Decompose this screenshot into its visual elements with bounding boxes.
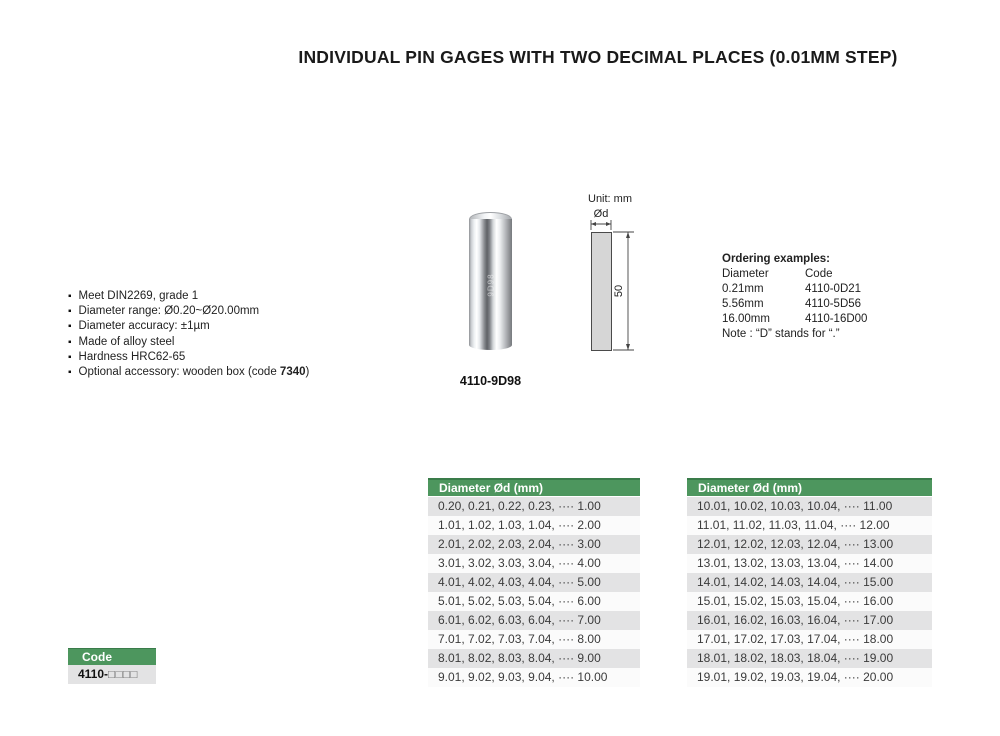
table-row: 7.01, 7.02, 7.03, 7.04, ···· 8.00 <box>428 630 640 649</box>
ordering-table <box>722 267 867 327</box>
ordering-cell: 4110-5D56 <box>805 298 862 310</box>
table-row: 10.01, 10.02, 10.03, 10.04, ···· 11.00 <box>687 497 932 516</box>
diameter-table-2 <box>687 478 932 687</box>
arrow-right-icon <box>606 222 611 226</box>
ordering-cell: 0.21mm <box>722 283 764 295</box>
feature-text: Optional accessory: wooden box (code 7340) <box>78 366 310 379</box>
table-row: 5.01, 5.02, 5.03, 5.04, ···· 6.00 <box>428 592 640 611</box>
table-row: 0.20, 0.21, 0.22, 0.23, ···· 1.00 <box>428 497 640 516</box>
ordering-cell: 16.00mm <box>722 313 770 325</box>
code-digit-placeholders: □□□□ <box>108 669 138 681</box>
code-box-value: 4110-□□□□ <box>68 665 156 684</box>
table-row: 16.01, 16.02, 16.03, 16.04, ···· 17.00 <box>687 611 932 630</box>
bullet-square-icon: ▪ <box>68 351 72 363</box>
table-row: 2.01, 2.02, 2.03, 2.04, ···· 3.00 <box>428 535 640 554</box>
ordering-examples <box>722 252 867 342</box>
feature-item <box>68 335 309 350</box>
code-box <box>68 648 156 684</box>
ordering-heading: Ordering examples: <box>722 253 831 265</box>
table-row: 15.01, 15.02, 15.03, 15.04, ···· 16.00 <box>687 592 932 611</box>
table-row: 17.01, 17.02, 17.03, 17.04, ···· 18.00 <box>687 630 932 649</box>
arrow-up-icon <box>626 232 630 238</box>
pin-engraving: 9D98 <box>486 272 495 297</box>
dimension-drawing <box>578 204 640 358</box>
feature-item <box>68 289 309 304</box>
pin-gage-photo <box>469 219 512 350</box>
table-row: 12.01, 12.02, 12.03, 12.04, ···· 13.00 <box>687 535 932 554</box>
unit-label: Unit: mm <box>588 193 632 205</box>
ordering-col-header: Diameter <box>722 268 769 280</box>
code-box-header: Code <box>68 648 156 665</box>
ordering-col-header: Code <box>805 268 833 280</box>
product-code-label: 4110-9D98 <box>459 374 522 388</box>
feature-text: Made of alloy steel <box>78 335 175 348</box>
ordering-cell: 4110-16D00 <box>805 313 868 325</box>
length-dim-label: 50 <box>613 284 625 298</box>
diameter-dim-label: Ød <box>593 208 609 220</box>
table-row: 14.01, 14.02, 14.03, 14.04, ···· 15.00 <box>687 573 932 592</box>
table-header: Diameter Ød (mm) <box>428 478 640 497</box>
feature-list <box>68 289 309 380</box>
bullet-square-icon: ▪ <box>68 291 72 302</box>
table-row: 18.01, 18.02, 18.03, 18.04, ···· 19.00 <box>687 649 932 668</box>
bullet-square-icon: ▪ <box>68 321 72 333</box>
feature-text: Hardness HRC62-65 <box>78 350 186 363</box>
table-row: 1.01, 1.02, 1.03, 1.04, ···· 2.00 <box>428 516 640 535</box>
feature-item <box>68 350 309 365</box>
table-row: 13.01, 13.02, 13.03, 13.04, ···· 14.00 <box>687 554 932 573</box>
feature-text: Diameter range: Ø0.20~Ø20.00mm <box>78 305 260 318</box>
table-row: 4.01, 4.02, 4.03, 4.04, ···· 5.00 <box>428 573 640 592</box>
ordering-cell: 4110-0D21 <box>805 283 862 295</box>
feature-text: Diameter accuracy: ±1µm <box>78 320 210 333</box>
page-title: INDIVIDUAL PIN GAGES WITH TWO DECIMAL PLACES (0.01MM STEP) <box>298 47 898 67</box>
table-row: 3.01, 3.02, 3.03, 3.04, ···· 4.00 <box>428 554 640 573</box>
table-row: 11.01, 11.02, 11.03, 11.04, ···· 12.00 <box>687 516 932 535</box>
table-row: 6.01, 6.02, 6.03, 6.04, ···· 7.00 <box>428 611 640 630</box>
ordering-note: Note : “D” stands for “.” <box>722 328 840 340</box>
table-row: 8.01, 8.02, 8.03, 8.04, ···· 9.00 <box>428 649 640 668</box>
ordering-cell: 5.56mm <box>722 298 764 310</box>
arrow-down-icon <box>626 344 630 350</box>
feature-text: Meet DIN2269, grade 1 <box>78 290 199 302</box>
feature-item <box>68 365 309 380</box>
table-header: Diameter Ød (mm) <box>687 478 932 497</box>
table-row: 9.01, 9.02, 9.03, 9.04, ···· 10.00 <box>428 668 640 687</box>
feature-item <box>68 319 309 334</box>
diameter-table-1 <box>428 478 640 687</box>
arrow-left-icon <box>591 222 596 226</box>
table-row: 19.01, 19.02, 19.03, 19.04, ···· 20.00 <box>687 668 932 687</box>
bullet-square-icon: ▪ <box>68 306 72 318</box>
bullet-square-icon: ▪ <box>68 336 72 348</box>
bullet-square-icon: ▪ <box>68 367 72 379</box>
feature-item <box>68 304 309 319</box>
